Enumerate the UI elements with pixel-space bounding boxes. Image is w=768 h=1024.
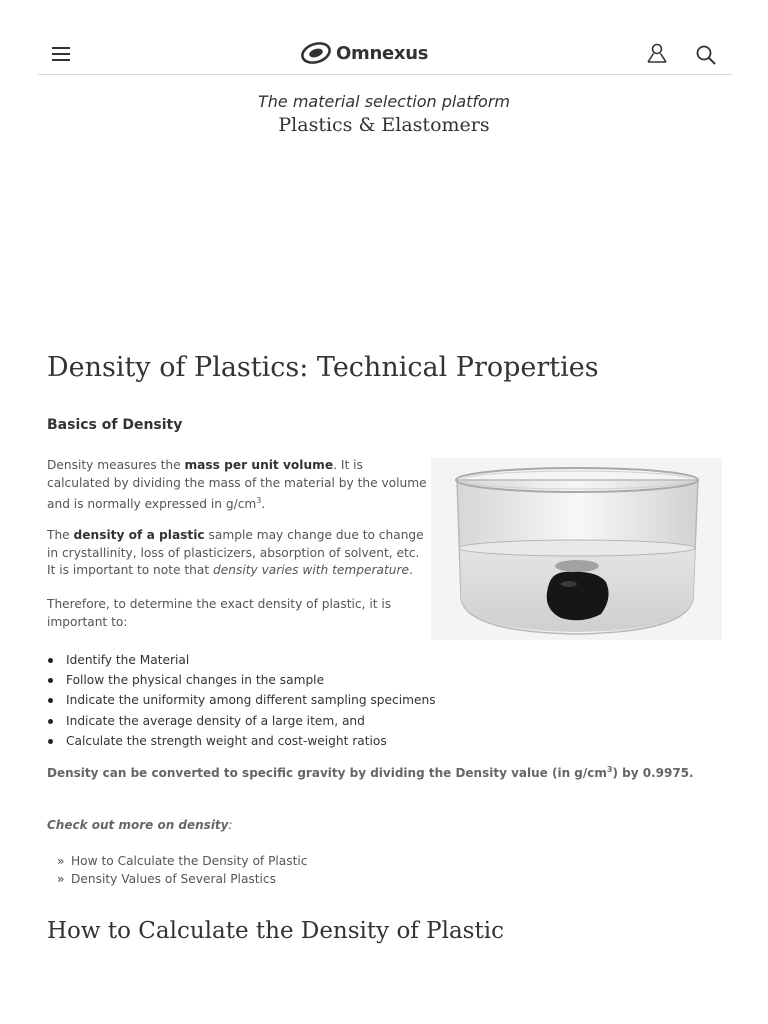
link-calculate-density[interactable]: How to Calculate the Density of Plastic — [71, 854, 308, 868]
list-item: Identify the Material — [47, 650, 436, 670]
density-requirements-list — [47, 650, 436, 751]
site-tagline: The material selection platform — [258, 92, 510, 111]
brand-name: Omnexus — [336, 42, 429, 64]
site-header — [38, 28, 732, 75]
specific-gravity-note: Density can be converted to specific gravity by dividing the Density value (in $g/cm^3$) by 0.9975. — [47, 765, 694, 780]
section-title-calculate: How to Calculate the Density of Plastic — [47, 918, 504, 944]
user-icon[interactable] — [646, 42, 668, 64]
omnexus-logo[interactable] — [300, 40, 428, 66]
list-item: Indicate the average density of a large item, and — [47, 711, 436, 731]
related-links-list — [57, 852, 308, 888]
list-item — [57, 870, 308, 888]
density-demo-image — [431, 458, 722, 640]
list-item: Indicate the uniformity among different sampling specimens — [47, 690, 436, 710]
list-item — [57, 852, 308, 870]
paragraph-density-changes: The density of a plastic sample may change due to change in crystallinity, loss of plasticizers, absorption of solvent, etc. It is important to note that density varies with temperature. — [47, 528, 424, 577]
section-heading: Basics of Density — [47, 417, 183, 433]
page-title: Density of Plastics: Technical Properties — [47, 352, 599, 383]
paragraph-density-definition: Density measures the mass per unit volume. It is calculated by dividing the mass of the material by the volume and is normally expressed in $g/cm^3$. — [47, 458, 427, 512]
link-density-values[interactable]: Density Values of Several Plastics — [71, 872, 276, 886]
site-subtitle: Plastics & Elastomers — [278, 114, 490, 136]
paragraph-determine-density: Therefore, to determine the exact density of plastic, it is important to: — [47, 597, 392, 629]
hamburger-menu-icon[interactable] — [52, 47, 70, 61]
list-item: Follow the physical changes in the sample — [47, 670, 436, 690]
list-item: Calculate the strength weight and cost-weight ratios — [47, 731, 436, 751]
checkout-more-label: Check out more on density: — [47, 818, 233, 832]
link-marker: » — [57, 854, 65, 868]
glass-bowl-illustration — [431, 458, 722, 640]
search-icon[interactable] — [695, 44, 717, 66]
omnexus-logo-mark-icon — [300, 40, 332, 66]
link-marker: » — [57, 872, 65, 886]
